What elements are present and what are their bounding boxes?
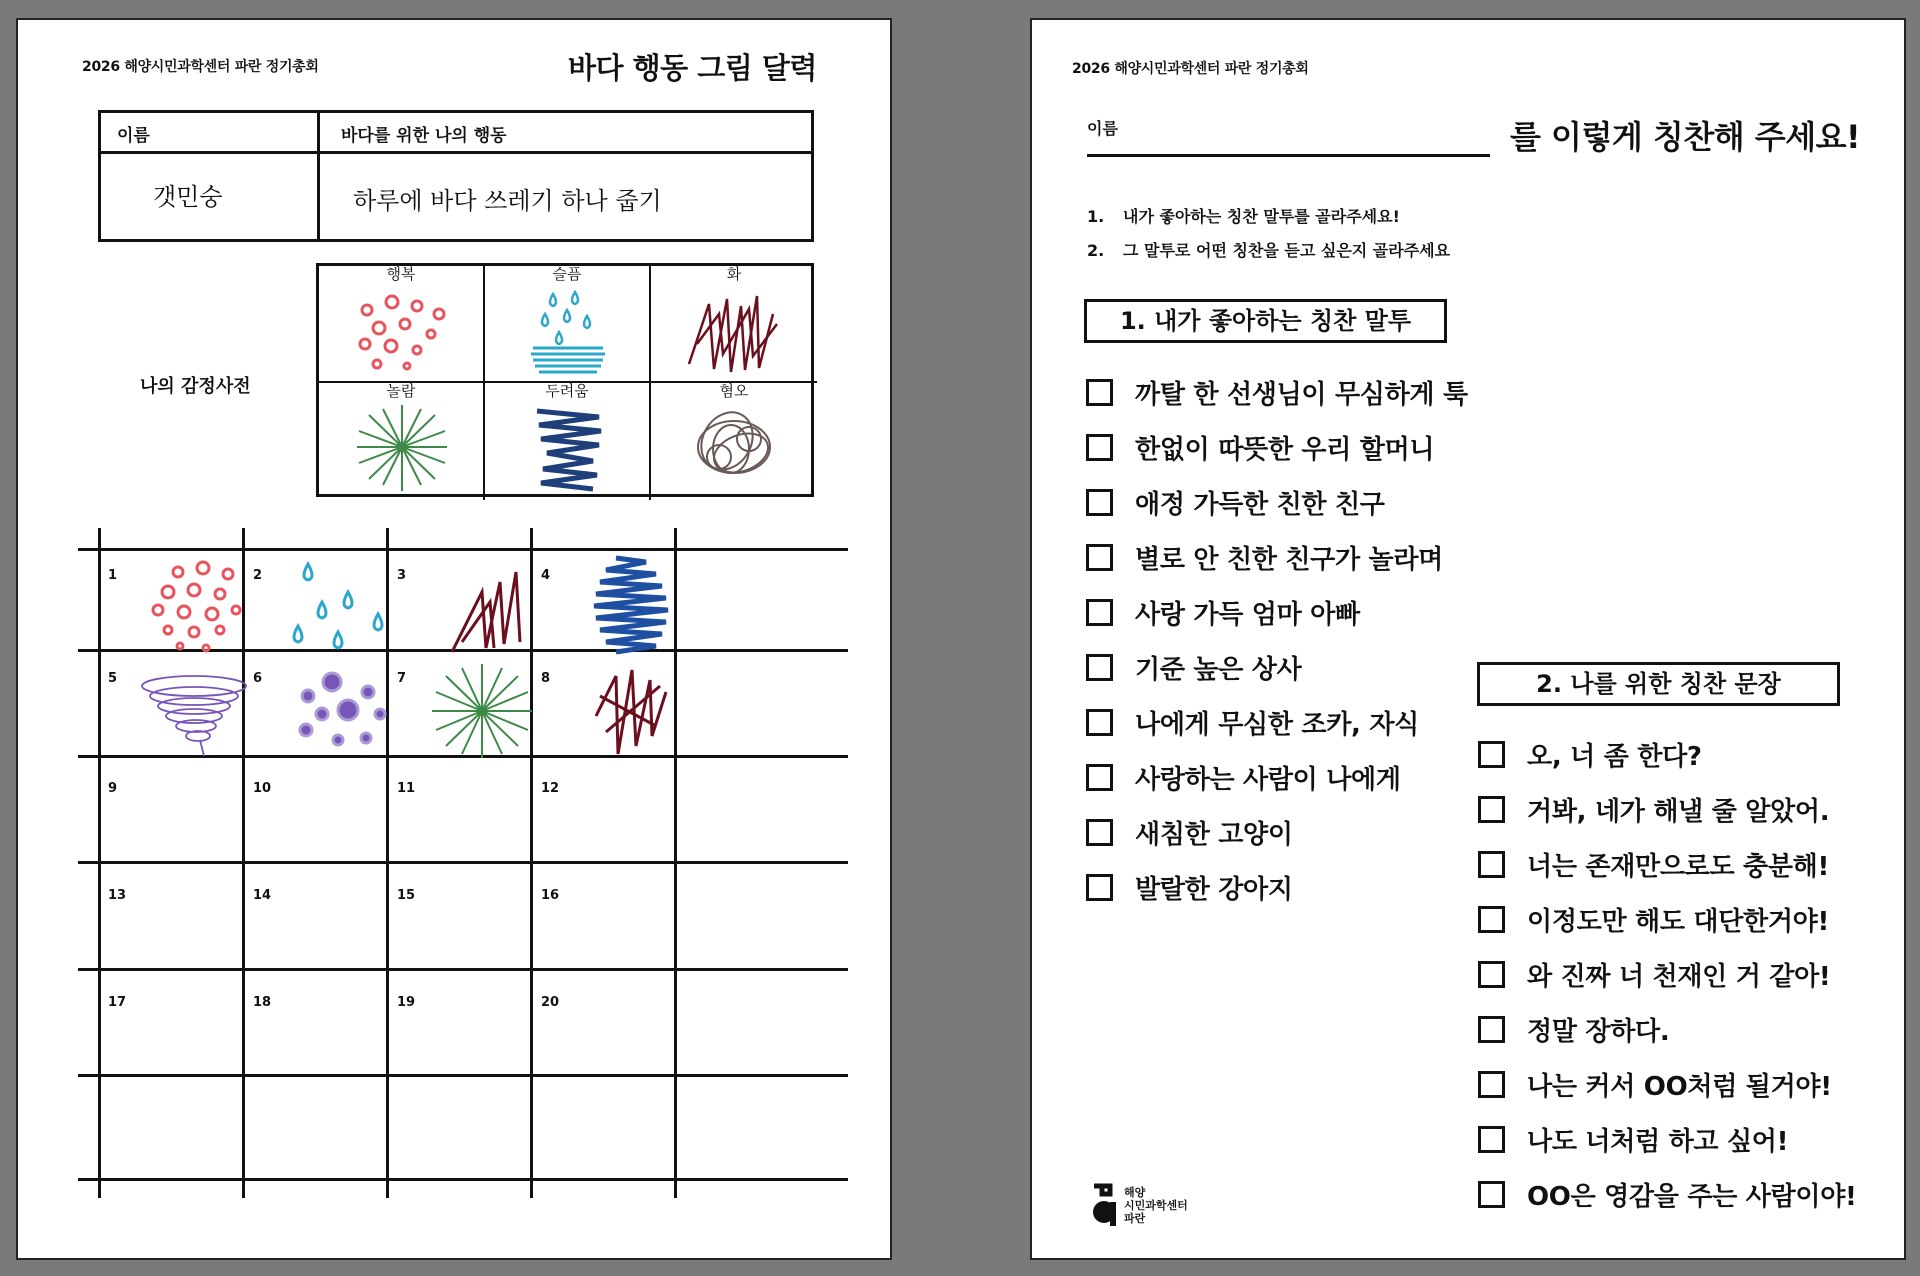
calendar-day-number: 13 — [108, 888, 127, 903]
calendar-day-number: 8 — [541, 671, 551, 686]
day3-angry-drawing — [412, 552, 552, 662]
emotion-cell-angry — [651, 266, 817, 383]
checkbox[interactable] — [1086, 819, 1113, 846]
calendar-day-number: 10 — [253, 781, 272, 796]
center-logo — [1090, 1182, 1188, 1228]
checkbox[interactable] — [1478, 741, 1505, 768]
sad-drops-drawing — [513, 284, 623, 376]
praise-option[interactable]: 이정도만 해도 대단한거야! — [1478, 901, 1829, 938]
tone-option[interactable]: 나에게 무심한 조카, 자식 — [1086, 704, 1419, 741]
day5-tornado-drawing — [124, 656, 264, 766]
calendar-day-number: 2 — [253, 568, 263, 583]
calendar-day-number: 1 — [108, 568, 118, 583]
checkbox[interactable] — [1086, 489, 1113, 516]
action-header: 바다를 위한 나의 행동 — [341, 126, 507, 146]
praise-option[interactable]: OO은 영감을 주는 사람이야! — [1478, 1176, 1857, 1213]
emotion-name: 놀람 — [386, 382, 416, 400]
page-title: 바다 행동 그림 달력 — [568, 51, 817, 85]
day8-angry-drawing — [556, 656, 696, 766]
emotion-dictionary-label: 나의 감정사전 — [140, 376, 251, 397]
tone-option[interactable]: 애정 가득한 친한 친구 — [1086, 484, 1385, 521]
praise-option[interactable]: 나도 너처럼 하고 싶어! — [1478, 1121, 1788, 1158]
checkbox[interactable] — [1086, 379, 1113, 406]
checkbox[interactable] — [1086, 599, 1113, 626]
disgust-tangle-drawing — [679, 401, 789, 493]
tone-option[interactable]: 발랄한 강아지 — [1086, 869, 1293, 906]
checkbox[interactable] — [1086, 874, 1113, 901]
name-header: 이름 — [117, 126, 150, 146]
emotion-name: 두려움 — [545, 382, 589, 400]
name-value[interactable]: 갯민숭 — [153, 183, 223, 211]
day6-purple-dots-drawing — [268, 656, 408, 766]
calendar-day-number: 19 — [397, 995, 416, 1010]
praise-option[interactable]: 거봐, 네가 해낼 줄 알았어. — [1478, 791, 1829, 828]
praise-option[interactable]: 너는 존재만으로도 충분해! — [1478, 846, 1829, 883]
calendar-day-number: 20 — [541, 995, 560, 1010]
calendar-day-number: 5 — [108, 671, 118, 686]
checkbox[interactable] — [1086, 764, 1113, 791]
checkbox[interactable] — [1086, 654, 1113, 681]
emotion-cell-fear — [485, 383, 651, 500]
calendar-day-number: 18 — [253, 995, 272, 1010]
calendar-day-number: 14 — [253, 888, 272, 903]
section1-title: 1. 내가 좋아하는 칭찬 말투 — [1084, 299, 1447, 343]
calendar-day-number: 15 — [397, 888, 416, 903]
calendar-day-number: 3 — [397, 568, 407, 583]
emotion-dictionary-grid — [316, 263, 814, 497]
emotion-name: 혐오 — [719, 382, 749, 400]
checkbox[interactable] — [1086, 709, 1113, 736]
tone-option[interactable]: 새침한 고양이 — [1086, 814, 1293, 851]
calendar-worksheet-page — [16, 18, 892, 1260]
tone-option[interactable]: 별로 안 친한 친구가 놀라며 — [1086, 539, 1443, 576]
praise-option[interactable]: 정말 장하다. — [1478, 1011, 1669, 1048]
calendar-grid — [78, 528, 848, 1198]
tone-option[interactable]: 사랑하는 사람이 나에게 — [1086, 759, 1401, 796]
section2-title: 2. 나를 위한 칭찬 문장 — [1477, 662, 1840, 706]
emotion-name: 행복 — [386, 265, 416, 283]
event-header: 2026 해양시민과학센터 파란 정기총회 — [82, 59, 319, 75]
tone-option[interactable]: 까탈 한 선생님이 무심하게 툭 — [1086, 374, 1468, 411]
day7-surprise-drawing — [412, 656, 552, 766]
calendar-day-number: 7 — [397, 671, 407, 686]
tone-option[interactable]: 기준 높은 상사 — [1086, 649, 1301, 686]
praise-option[interactable]: 나는 커서 OO처럼 될거야! — [1478, 1066, 1832, 1103]
emotion-cell-disgust — [651, 383, 817, 500]
logo-mark-icon — [1090, 1182, 1120, 1228]
day1-happy-drawing — [128, 552, 268, 662]
event-header: 2026 해양시민과학센터 파란 정기총회 — [1072, 61, 1309, 77]
calendar-day-number: 11 — [397, 781, 416, 796]
calendar-day-number: 12 — [541, 781, 560, 796]
happy-dots-drawing — [347, 284, 457, 376]
praise-title: 를 이렇게 칭찬해 주세요! — [1510, 118, 1861, 156]
calendar-day-number: 16 — [541, 888, 560, 903]
tone-option[interactable]: 사랑 가득 엄마 아빠 — [1086, 594, 1360, 631]
calendar-day-number: 6 — [253, 671, 263, 686]
calendar-day-number: 9 — [108, 781, 118, 796]
checkbox[interactable] — [1478, 1126, 1505, 1153]
checkbox[interactable] — [1478, 796, 1505, 823]
action-value[interactable]: 하루에 바다 쓰레기 하나 줍기 — [353, 187, 662, 215]
tone-option[interactable]: 한없이 따뜻한 우리 할머니 — [1086, 429, 1434, 466]
name-input-line[interactable] — [1087, 154, 1490, 157]
emotion-cell-surprise — [319, 383, 485, 500]
instruction-2: 2. 그 말투로 어떤 칭찬을 듣고 싶은지 골라주세요 — [1087, 241, 1451, 260]
calendar-day-number: 17 — [108, 995, 127, 1010]
surprise-burst-drawing — [347, 401, 457, 493]
angry-scribble-drawing — [679, 284, 789, 376]
calendar-day-number: 4 — [541, 568, 551, 583]
day4-fear-drawing — [556, 552, 696, 662]
emotion-cell-happy — [319, 266, 485, 383]
praise-worksheet-page — [1030, 18, 1906, 1260]
checkbox[interactable] — [1478, 851, 1505, 878]
fear-zigzag-drawing — [513, 401, 623, 493]
name-label: 이름 — [1087, 119, 1118, 138]
checkbox[interactable] — [1478, 961, 1505, 988]
checkbox[interactable] — [1478, 1016, 1505, 1043]
checkbox[interactable] — [1478, 906, 1505, 933]
checkbox[interactable] — [1086, 434, 1113, 461]
praise-option[interactable]: 오, 너 좀 한다? — [1478, 736, 1702, 773]
logo-text: 해양 시민과학센터 파란 — [1124, 1185, 1188, 1225]
checkbox[interactable] — [1478, 1071, 1505, 1098]
emotion-name: 슬픔 — [552, 265, 582, 283]
checkbox[interactable] — [1086, 544, 1113, 571]
day2-sad-drawing — [268, 552, 408, 662]
checkbox[interactable] — [1478, 1181, 1505, 1208]
info-table — [98, 110, 814, 242]
emotion-name: 화 — [726, 265, 742, 283]
praise-option[interactable]: 와 진짜 너 천재인 거 같아! — [1478, 956, 1830, 993]
emotion-cell-sad — [485, 266, 651, 383]
instruction-1: 1. 내가 좋아하는 칭찬 말투를 골라주세요! — [1087, 207, 1400, 226]
